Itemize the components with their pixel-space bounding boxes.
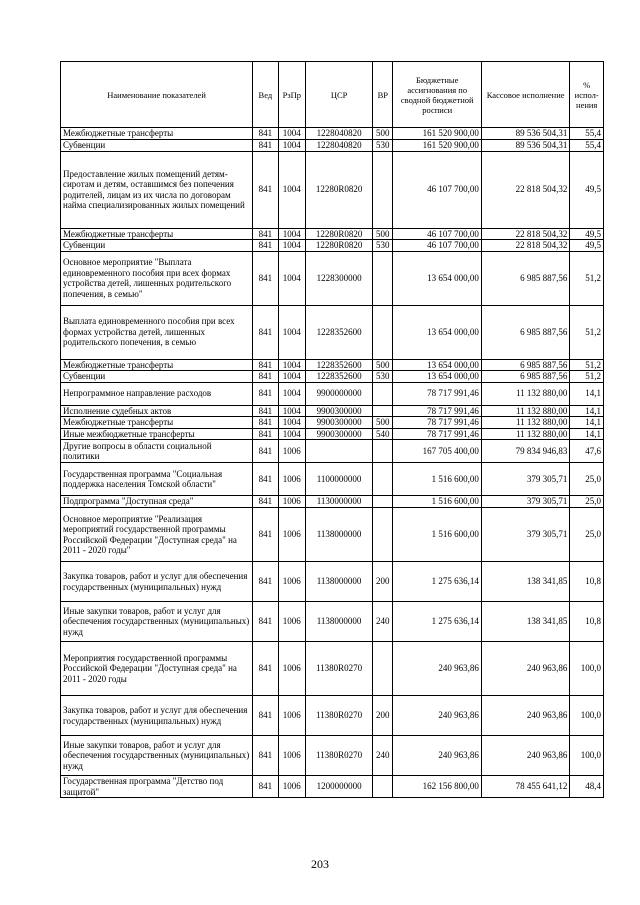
cell-rzpr: 1004 — [278, 128, 305, 140]
cell-percent: 49,5 — [570, 240, 604, 252]
cell-percent: 47,6 — [570, 440, 604, 463]
cell-name: Непрограммное направление расходов — [61, 382, 253, 405]
table-row — [61, 642, 604, 696]
table-row — [61, 417, 604, 429]
header-cash: Кассовое исполнение — [481, 62, 569, 128]
header-csr: ЦСР — [306, 62, 373, 128]
cell-vr — [373, 305, 393, 359]
table-row — [61, 696, 604, 736]
cell-vr: 200 — [373, 696, 393, 736]
cell-percent: 14,1 — [570, 428, 604, 440]
cell-cash: 11 132 880,00 — [481, 405, 569, 417]
header-rzpr: РзПр — [278, 62, 305, 128]
cell-cash: 6 985 887,56 — [481, 371, 569, 383]
cell-vr: 500 — [373, 359, 393, 371]
table-row — [61, 496, 604, 508]
cell-percent: 51,2 — [570, 359, 604, 371]
cell-cash: 379 305,71 — [481, 463, 569, 496]
header-percent: % испол-нения — [570, 62, 604, 128]
cell-name: Выплата единовременного пособия при всех формах устройства детей, лишенных родительского попечения, в семью — [61, 305, 253, 359]
cell-cash: 240 963,86 — [481, 642, 569, 696]
cell-percent: 51,2 — [570, 251, 604, 305]
cell-cash: 22 818 504,32 — [481, 151, 569, 228]
header-name: Наименование показателей — [61, 62, 253, 128]
cell-csr — [306, 440, 373, 463]
cell-ved: 841 — [253, 428, 278, 440]
cell-assigned: 13 654 000,00 — [393, 359, 481, 371]
cell-vr — [373, 382, 393, 405]
cell-percent: 49,5 — [570, 228, 604, 240]
cell-name: Субвенции — [61, 371, 253, 383]
cell-ved: 841 — [253, 128, 278, 140]
cell-rzpr: 1006 — [278, 696, 305, 736]
cell-assigned: 78 717 991,46 — [393, 382, 481, 405]
table-row — [61, 736, 604, 776]
cell-csr: 1130000000 — [306, 496, 373, 508]
cell-csr: 1200000000 — [306, 776, 373, 798]
cell-percent: 55,4 — [570, 128, 604, 140]
cell-assigned: 167 705 400,00 — [393, 440, 481, 463]
page-number: 203 — [311, 857, 329, 871]
cell-name: Межбюджетные трансферты — [61, 128, 253, 140]
cell-assigned: 240 963,86 — [393, 696, 481, 736]
table-row — [61, 602, 604, 642]
cell-cash: 379 305,71 — [481, 496, 569, 508]
cell-rzpr: 1004 — [278, 371, 305, 383]
cell-vr: 240 — [373, 736, 393, 776]
cell-assigned: 78 717 991,46 — [393, 428, 481, 440]
cell-rzpr: 1004 — [278, 151, 305, 228]
cell-csr: 11380R0270 — [306, 696, 373, 736]
cell-rzpr: 1004 — [278, 305, 305, 359]
cell-rzpr: 1004 — [278, 240, 305, 252]
cell-ved: 841 — [253, 696, 278, 736]
cell-csr: 9900300000 — [306, 417, 373, 429]
budget-table — [60, 61, 604, 798]
cell-rzpr: 1004 — [278, 251, 305, 305]
header-ved: Вед — [253, 62, 278, 128]
table-row — [61, 776, 604, 798]
cell-vr — [373, 251, 393, 305]
cell-ved: 841 — [253, 417, 278, 429]
table-row — [61, 508, 604, 562]
cell-name: Субвенции — [61, 139, 253, 151]
cell-name: Межбюджетные трансферты — [61, 417, 253, 429]
cell-csr: 12280R0820 — [306, 240, 373, 252]
cell-rzpr: 1004 — [278, 139, 305, 151]
cell-csr: 9900000000 — [306, 382, 373, 405]
cell-percent: 100,0 — [570, 642, 604, 696]
cell-rzpr: 1004 — [278, 405, 305, 417]
cell-assigned: 13 654 000,00 — [393, 371, 481, 383]
table-header-row — [61, 62, 604, 128]
cell-cash: 11 132 880,00 — [481, 417, 569, 429]
cell-name: Мероприятия государственной программы Российской Федерации "Доступная среда" на 2011 - 2020 годы — [61, 642, 253, 696]
table-row — [61, 562, 604, 602]
cell-cash: 11 132 880,00 — [481, 382, 569, 405]
cell-assigned: 1 516 600,00 — [393, 496, 481, 508]
cell-rzpr: 1006 — [278, 496, 305, 508]
cell-name: Государственная программа "Социальная поддержка населения Томской области" — [61, 463, 253, 496]
cell-cash: 22 818 504,32 — [481, 240, 569, 252]
cell-name: Закупка товаров, работ и услуг для обеспечения государственных (муниципальных) нужд — [61, 562, 253, 602]
cell-vr: 530 — [373, 371, 393, 383]
cell-percent: 49,5 — [570, 151, 604, 228]
cell-percent: 100,0 — [570, 696, 604, 736]
cell-csr: 1138000000 — [306, 508, 373, 562]
cell-rzpr: 1004 — [278, 382, 305, 405]
table-row — [61, 371, 604, 383]
cell-assigned: 1 275 636,14 — [393, 602, 481, 642]
cell-ved: 841 — [253, 642, 278, 696]
cell-percent: 14,1 — [570, 417, 604, 429]
cell-assigned: 162 156 800,00 — [393, 776, 481, 798]
cell-vr — [373, 776, 393, 798]
cell-assigned: 1 516 600,00 — [393, 463, 481, 496]
cell-percent: 10,8 — [570, 602, 604, 642]
cell-cash: 6 985 887,56 — [481, 251, 569, 305]
cell-cash: 78 455 641,12 — [481, 776, 569, 798]
cell-rzpr: 1006 — [278, 463, 305, 496]
cell-csr: 9900300000 — [306, 428, 373, 440]
cell-ved: 841 — [253, 562, 278, 602]
cell-percent: 51,2 — [570, 371, 604, 383]
cell-ved: 841 — [253, 305, 278, 359]
cell-rzpr: 1004 — [278, 417, 305, 429]
cell-cash: 6 985 887,56 — [481, 305, 569, 359]
cell-rzpr: 1004 — [278, 359, 305, 371]
table-body — [61, 128, 604, 798]
table-row — [61, 382, 604, 405]
cell-csr: 1228040820 — [306, 139, 373, 151]
cell-rzpr: 1006 — [278, 508, 305, 562]
cell-vr — [373, 496, 393, 508]
cell-csr: 1228040820 — [306, 128, 373, 140]
cell-ved: 841 — [253, 508, 278, 562]
cell-percent: 14,1 — [570, 405, 604, 417]
cell-cash: 89 536 504,31 — [481, 128, 569, 140]
cell-name: Межбюджетные трансферты — [61, 228, 253, 240]
cell-cash: 6 985 887,56 — [481, 359, 569, 371]
cell-ved: 841 — [253, 776, 278, 798]
cell-assigned: 78 717 991,46 — [393, 405, 481, 417]
cell-percent: 51,2 — [570, 305, 604, 359]
cell-cash: 138 341,85 — [481, 562, 569, 602]
cell-rzpr: 1006 — [278, 562, 305, 602]
cell-csr: 1138000000 — [306, 562, 373, 602]
table-row — [61, 428, 604, 440]
cell-vr: 540 — [373, 428, 393, 440]
cell-percent: 55,4 — [570, 139, 604, 151]
cell-percent: 48,4 — [570, 776, 604, 798]
header-vr: ВР — [373, 62, 393, 128]
cell-csr: 12280R0820 — [306, 228, 373, 240]
cell-rzpr: 1006 — [278, 602, 305, 642]
cell-csr: 11380R0270 — [306, 642, 373, 696]
cell-name: Государственная программа "Детство под защитой" — [61, 776, 253, 798]
cell-rzpr: 1006 — [278, 736, 305, 776]
table-row — [61, 228, 604, 240]
cell-name: Иные закупки товаров, работ и услуг для обеспечения государственных (муниципальных) нужд — [61, 602, 253, 642]
cell-name: Иные закупки товаров, работ и услуг для обеспечения государственных (муниципальных) нужд — [61, 736, 253, 776]
cell-csr: 1100000000 — [306, 463, 373, 496]
cell-ved: 841 — [253, 240, 278, 252]
cell-assigned: 78 717 991,46 — [393, 417, 481, 429]
cell-cash: 89 536 504,31 — [481, 139, 569, 151]
cell-cash: 11 132 880,00 — [481, 428, 569, 440]
cell-name: Другие вопросы в области социальной политики — [61, 440, 253, 463]
cell-name: Основное мероприятие "Выплата единовременного пособия при всех формах устройства детей, лишенных родительского попечения, в семью" — [61, 251, 253, 305]
cell-assigned: 1 516 600,00 — [393, 508, 481, 562]
cell-vr: 500 — [373, 228, 393, 240]
cell-assigned: 240 963,86 — [393, 642, 481, 696]
cell-vr: 200 — [373, 562, 393, 602]
cell-ved: 841 — [253, 359, 278, 371]
cell-assigned: 46 107 700,00 — [393, 240, 481, 252]
cell-percent: 25,0 — [570, 463, 604, 496]
cell-name: Исполнение судебных актов — [61, 405, 253, 417]
cell-ved: 841 — [253, 602, 278, 642]
cell-cash: 240 963,86 — [481, 696, 569, 736]
cell-name: Закупка товаров, работ и услуг для обеспечения государственных (муниципальных) нужд — [61, 696, 253, 736]
cell-vr — [373, 440, 393, 463]
cell-rzpr: 1006 — [278, 776, 305, 798]
cell-assigned: 13 654 000,00 — [393, 305, 481, 359]
cell-assigned: 46 107 700,00 — [393, 151, 481, 228]
table-row — [61, 251, 604, 305]
cell-percent: 14,1 — [570, 382, 604, 405]
cell-cash: 379 305,71 — [481, 508, 569, 562]
table-row — [61, 405, 604, 417]
cell-percent: 100,0 — [570, 736, 604, 776]
cell-assigned: 161 520 900,00 — [393, 128, 481, 140]
cell-csr: 11380R0270 — [306, 736, 373, 776]
table-row — [61, 463, 604, 496]
cell-cash: 22 818 504,32 — [481, 228, 569, 240]
cell-ved: 841 — [253, 405, 278, 417]
cell-rzpr: 1004 — [278, 428, 305, 440]
cell-vr: 500 — [373, 417, 393, 429]
table-row — [61, 359, 604, 371]
cell-ved: 841 — [253, 228, 278, 240]
cell-assigned: 161 520 900,00 — [393, 139, 481, 151]
cell-csr: 12280R0820 — [306, 151, 373, 228]
header-assigned: Бюджетные ассигнования по сводной бюджетной росписи — [393, 62, 481, 128]
cell-cash: 138 341,85 — [481, 602, 569, 642]
cell-cash: 79 834 946,83 — [481, 440, 569, 463]
cell-vr — [373, 508, 393, 562]
cell-rzpr: 1004 — [278, 228, 305, 240]
cell-name: Иные межбюджетные трансферты — [61, 428, 253, 440]
cell-assigned: 46 107 700,00 — [393, 228, 481, 240]
cell-vr — [373, 405, 393, 417]
table-row — [61, 128, 604, 140]
cell-vr: 530 — [373, 139, 393, 151]
cell-vr: 530 — [373, 240, 393, 252]
cell-vr — [373, 642, 393, 696]
cell-ved: 841 — [253, 139, 278, 151]
cell-ved: 841 — [253, 151, 278, 228]
cell-assigned: 240 963,86 — [393, 736, 481, 776]
cell-csr: 1228300000 — [306, 251, 373, 305]
cell-ved: 841 — [253, 251, 278, 305]
cell-assigned: 13 654 000,00 — [393, 251, 481, 305]
cell-name: Подпрограмма "Доступная среда" — [61, 496, 253, 508]
cell-csr: 1228352600 — [306, 305, 373, 359]
cell-rzpr: 1006 — [278, 440, 305, 463]
cell-vr: 240 — [373, 602, 393, 642]
cell-percent: 25,0 — [570, 508, 604, 562]
table-row — [61, 151, 604, 228]
table-row — [61, 240, 604, 252]
cell-name: Основное мероприятие "Реализация мероприятий государственной программы Российской Федерации "Доступная среда" на 2011 - 2020 годы" — [61, 508, 253, 562]
cell-csr: 1228352600 — [306, 359, 373, 371]
table-row — [61, 305, 604, 359]
cell-percent: 10,8 — [570, 562, 604, 602]
cell-ved: 841 — [253, 496, 278, 508]
cell-name: Предоставление жилых помещений детям-сиротам и детям, оставшимся без попечения родителей, лицам из их числа по договорам найма специализированных жилых помещений — [61, 151, 253, 228]
cell-rzpr: 1006 — [278, 642, 305, 696]
cell-csr: 1228352600 — [306, 371, 373, 383]
cell-assigned: 1 275 636,14 — [393, 562, 481, 602]
cell-ved: 841 — [253, 736, 278, 776]
cell-ved: 841 — [253, 463, 278, 496]
cell-vr — [373, 463, 393, 496]
cell-cash: 240 963,86 — [481, 736, 569, 776]
cell-csr: 9900300000 — [306, 405, 373, 417]
cell-percent: 25,0 — [570, 496, 604, 508]
cell-vr — [373, 151, 393, 228]
cell-ved: 841 — [253, 382, 278, 405]
table-row — [61, 139, 604, 151]
cell-csr: 1138000000 — [306, 602, 373, 642]
cell-vr: 500 — [373, 128, 393, 140]
table-row — [61, 440, 604, 463]
cell-ved: 841 — [253, 440, 278, 463]
cell-name: Межбюджетные трансферты — [61, 359, 253, 371]
cell-name: Субвенции — [61, 240, 253, 252]
cell-ved: 841 — [253, 371, 278, 383]
